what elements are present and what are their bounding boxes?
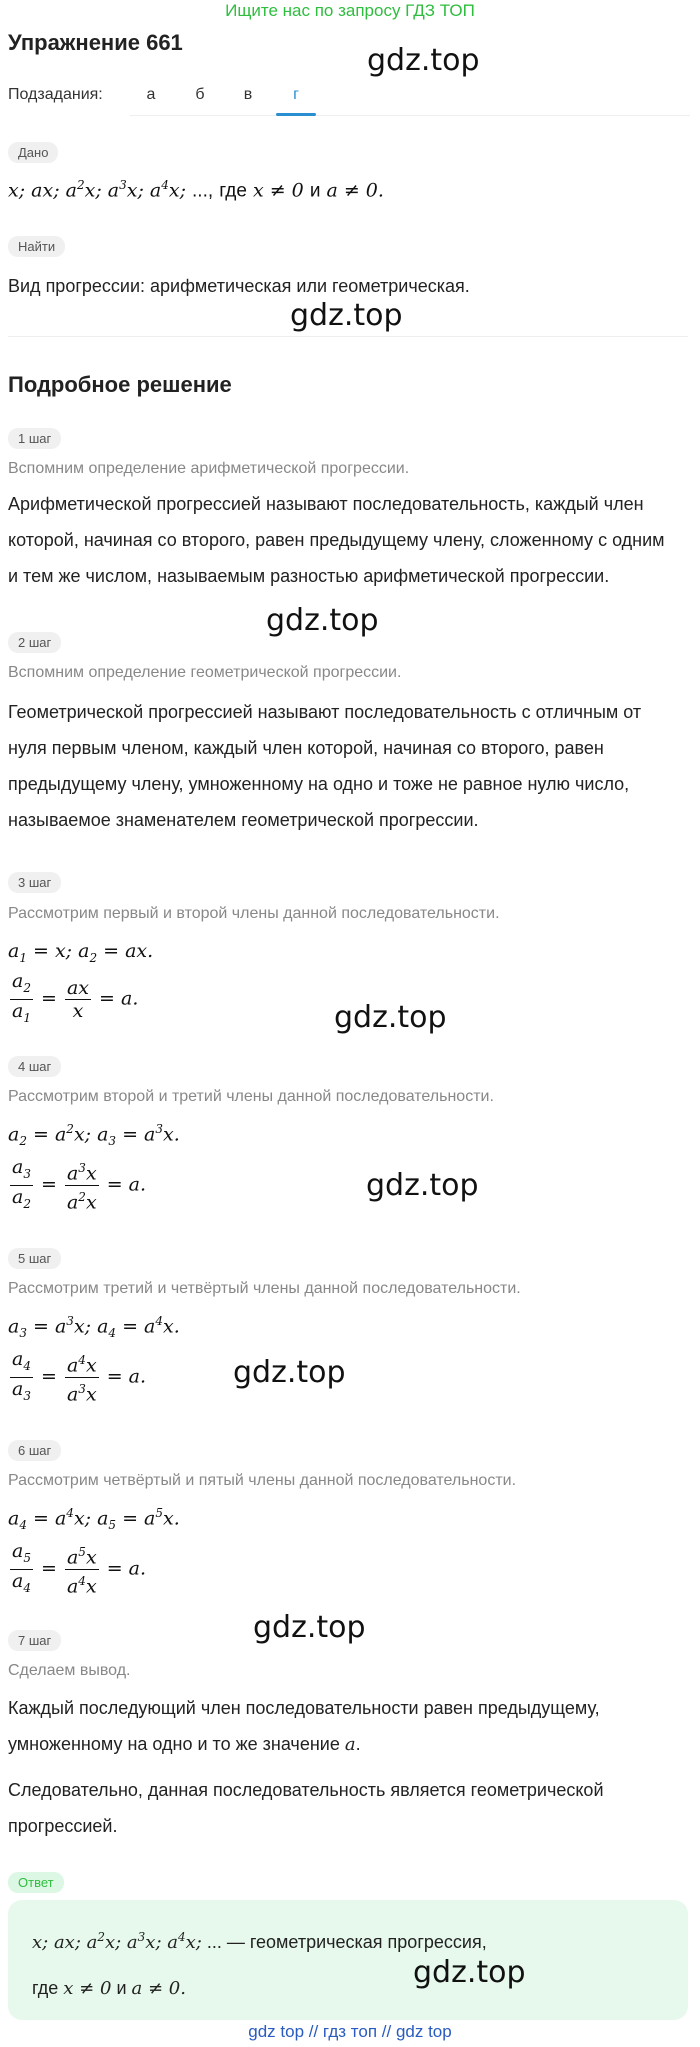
step-badge: 4 шаг: [8, 1056, 61, 1077]
step-hint: Рассмотрим второй и третий члены данной последовательности.: [8, 1088, 494, 1105]
answer-line: где x ≠ 0 и a ≠ 0.: [32, 1978, 186, 1999]
top-banner[interactable]: Ищите нас по запросу ГДЗ ТОП: [225, 1, 475, 20]
watermark: gdz.top: [413, 1955, 526, 1990]
step-text: умноженному на одно и то же значение a.: [8, 1734, 361, 1755]
find-badge: Найти: [8, 236, 65, 257]
subtasks-label: Подзадания:: [8, 86, 103, 103]
answer-box: [8, 1900, 688, 2020]
section-divider: [8, 336, 688, 337]
step-equation: $\frac{a_2}{a_1}$ = $\frac{ax}{x}$ = a.: [12, 970, 139, 1025]
step-equation: $a_2 = a^2x$; $a_3 = a^3x$.: [8, 1122, 180, 1149]
watermark: gdz.top: [253, 1610, 366, 1645]
page-title: Упражнение 661: [8, 30, 183, 55]
active-tab-indicator: [276, 113, 316, 116]
step-equation: $\frac{a_3}{a_2}$ = $\frac{a^3x}{a^2x}$ = a.: [12, 1156, 147, 1214]
answer-line: x; ax; $a^2x$; $a^3x$; $a^4x$; ... — геометрическая прогрессия,: [32, 1930, 487, 1953]
step-badge: 5 шаг: [8, 1248, 61, 1269]
watermark: gdz.top: [366, 1168, 479, 1203]
step-text: прогрессией.: [8, 1816, 118, 1836]
tab-g[interactable]: г: [293, 86, 299, 103]
step-hint: Сделаем вывод.: [8, 1662, 131, 1679]
step-text: Каждый последующий член последовательности равен предыдущему,: [8, 1698, 600, 1718]
step-text: и тем же числом, называемым разностью арифметической прогрессии.: [8, 566, 610, 586]
given-expression: x; ax; $a^2x$; $a^3x$; $a^4x$; ..., где x ≠ 0 и a ≠ 0.: [8, 178, 384, 202]
given-badge: Дано: [8, 142, 58, 163]
step-equation: $\frac{a_5}{a_4}$ = $\frac{a^5x}{a^4x}$ = a.: [12, 1540, 147, 1598]
tab-b[interactable]: б: [195, 86, 205, 103]
watermark: gdz.top: [367, 43, 480, 78]
step-badge: 2 шаг: [8, 632, 61, 653]
step-hint: Рассмотрим первый и второй члены данной последовательности.: [8, 905, 500, 922]
step-equation: $a_1 = x$; $a_2$ = ax.: [8, 940, 154, 965]
tabs-divider: [130, 115, 690, 116]
watermark: gdz.top: [334, 1000, 447, 1035]
watermark: gdz.top: [290, 298, 403, 333]
step-badge: 6 шаг: [8, 1440, 61, 1461]
step-text: которой, начиная со второго, равен предыдущему члену, сложенному с одним: [8, 530, 665, 550]
step-hint: Вспомним определение геометрической прогрессии.: [8, 664, 402, 681]
step-badge: 1 шаг: [8, 428, 61, 449]
footer-links[interactable]: gdz top // гдз топ // gdz top: [248, 2022, 452, 2041]
watermark: gdz.top: [266, 603, 379, 638]
step-text: Арифметической прогрессией называют последовательность, каждый член: [8, 494, 644, 514]
solution-title: Подробное решение: [8, 372, 232, 397]
step-text: предыдущему члену, умноженному на одно и тоже не равное нулю число,: [8, 774, 630, 794]
step-hint: Вспомним определение арифметической прогрессии.: [8, 460, 410, 477]
step-badge: 7 шаг: [8, 1630, 61, 1651]
watermark: gdz.top: [233, 1355, 346, 1390]
step-text: Следовательно, данная последовательность является геометрической: [8, 1780, 604, 1800]
step-equation: $a_4 = a^4x$; $a_5 = a^5x$.: [8, 1506, 180, 1533]
step-badge: 3 шаг: [8, 872, 61, 893]
step-text: нуля первым членом, каждый член которой, начиная со второго, равен: [8, 738, 604, 758]
find-text: Вид прогрессии: арифметическая или геометрическая.: [8, 276, 470, 296]
step-hint: Рассмотрим четвёртый и пятый члены данной последовательности.: [8, 1472, 517, 1489]
step-text: Геометрической прогрессией называют последовательность с отличным от: [8, 702, 642, 722]
answer-badge: Ответ: [8, 1872, 64, 1893]
step-hint: Рассмотрим третий и четвёртый члены данной последовательности.: [8, 1280, 521, 1297]
step-equation: $\frac{a_4}{a_3}$ = $\frac{a^4x}{a^3x}$ = a.: [12, 1348, 147, 1406]
step-equation: $a_3 = a^3x$; $a_4 = a^4x$.: [8, 1314, 180, 1341]
step-text: называемое знаменателем геометрической прогрессии.: [8, 810, 479, 830]
tab-a[interactable]: а: [146, 86, 156, 103]
tab-v[interactable]: в: [243, 86, 253, 103]
